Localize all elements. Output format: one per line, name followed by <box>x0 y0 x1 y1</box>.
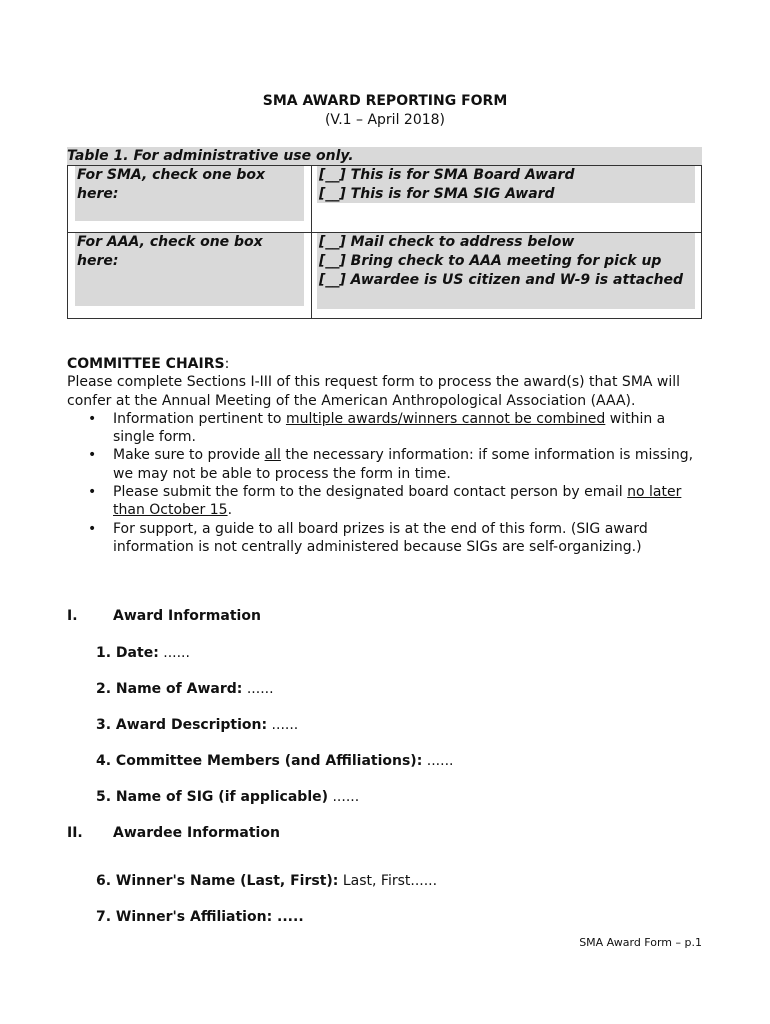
list-item: • Make sure to provide all the necessary information: if some information is missing, we may not be able to process the form in time. <box>88 447 694 482</box>
table-divider-vertical <box>311 166 312 318</box>
award-description-field[interactable]: 3. Award Description: ...... <box>96 717 299 733</box>
sma-option-sig-award[interactable]: [__] This is for SMA SIG Award <box>319 186 555 202</box>
form-title: SMA AWARD REPORTING FORM <box>262 93 508 109</box>
award-name-field[interactable]: 2. Name of Award: ...... <box>96 681 274 697</box>
sig-name-field[interactable]: 5. Name of SIG (if applicable) ...... <box>96 789 360 805</box>
committee-chairs-section <box>67 355 707 556</box>
aaa-option-pickup[interactable]: [__] Bring check to AAA meeting for pick up <box>319 253 662 269</box>
winner-name-field[interactable]: 6. Winner's Name (Last, First): Last, First...... <box>96 873 438 889</box>
table-caption: Table 1. For administrative use only. <box>67 147 702 165</box>
list-item: • Information pertinent to multiple awards/winners cannot be combined within a single form. <box>88 410 666 446</box>
sma-option-board-award[interactable]: [__] This is for SMA Board Award <box>319 167 575 183</box>
date-field[interactable]: 1. Date: ...... <box>96 645 190 661</box>
form-version: (V.1 – April 2018) <box>324 112 446 128</box>
page-footer: SMA Award Form – p.1 <box>579 936 702 949</box>
section-award-information-heading: I. Award Information <box>67 608 261 624</box>
committee-chairs-intro: Please complete Sections I-III of this request form to process the award(s) that SMA will confer at the Annual Meeting of the American Anthropological Association (AAA). <box>67 374 681 409</box>
sma-label: For SMA, check one box here: <box>75 166 304 221</box>
committee-chairs-heading: COMMITTEE CHAIRS: <box>67 356 230 372</box>
aaa-label: For AAA, check one box here: <box>75 233 304 306</box>
instruction-list <box>67 410 707 556</box>
sma-options <box>317 166 695 203</box>
admin-table <box>67 165 702 319</box>
committee-members-field[interactable]: 4. Committee Members (and Affiliations): ...... <box>96 753 454 769</box>
list-item: • Please submit the form to the designated board contact person by email no later than October 15. <box>88 484 682 519</box>
section-awardee-information-heading: II. Awardee Information <box>67 825 280 841</box>
aaa-option-us-citizen[interactable]: [__] Awardee is US citizen and W-9 is attached <box>319 272 684 288</box>
aaa-options <box>317 233 695 309</box>
winner-affiliation-field[interactable]: 7. Winner's Affiliation: ..... <box>96 909 304 925</box>
aaa-option-mail-check[interactable]: [__] Mail check to address below <box>319 234 575 250</box>
list-item: • For support, a guide to all board prizes is at the end of this form. (SIG award information is not centrally administered because SIGs are self-organizing.) <box>88 520 648 555</box>
